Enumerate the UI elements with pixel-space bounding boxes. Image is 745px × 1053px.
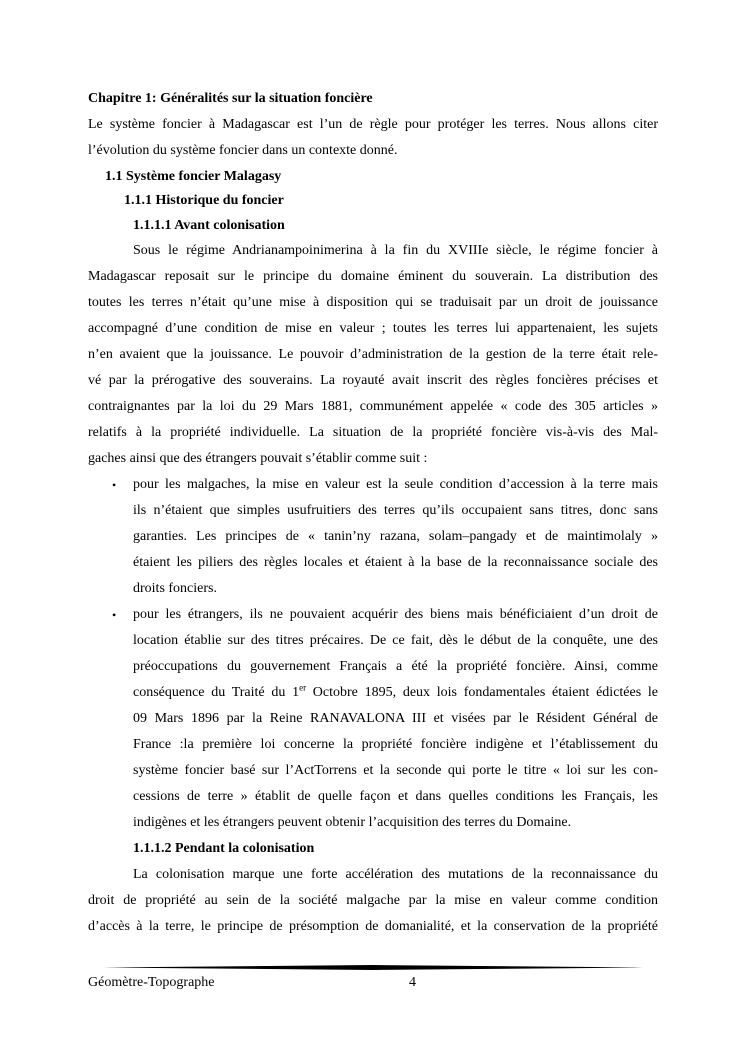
paragraph-line: Madagascar reposait sur le principe du domaine éminent du souverain. La distribution des <box>88 269 658 284</box>
footer-rule <box>103 965 643 970</box>
bullet-line: location établie sur des titres précaires. De ce fait, dès le début de la conquête, une des <box>133 633 658 648</box>
footer-left: Géomètre-Topographe <box>88 975 215 990</box>
intro-line: l’évolution du système foncier dans un contexte donné. <box>88 143 398 158</box>
bullet-line: droits fonciers. <box>133 581 217 596</box>
paragraph-line: droit de propriété au sein de la société malgache par la mise en valeur comme condition <box>88 893 658 908</box>
bullet-line: France :la première loi concerne la propriété foncière indigène et l’établissement du <box>133 737 658 752</box>
bullet-line: préoccupations du gouvernement Français a été la propriété foncière. Ainsi, comme <box>133 659 658 674</box>
chapter-title: Chapitre 1: Généralités sur la situation foncière <box>88 91 373 106</box>
subsubsection-heading: 1.1.1.2 Pendant la colonisation <box>133 841 315 856</box>
subsection-heading: 1.1.1 Historique du foncier <box>124 193 284 208</box>
paragraph-line: Sous le régime Andrianampoinimerina à la fin du XVIIIe siècle, le régime foncier à <box>133 243 658 258</box>
bullet-line: pour les malgaches, la mise en valeur est la seule condition d’accession à la terre mais <box>133 477 658 492</box>
bullet-line: cessions de terre » établit de quelle façon et dans quelles conditions les Français, les <box>133 789 658 804</box>
paragraph-line: gaches ainsi que des étrangers pouvait s’établir comme suit : <box>88 451 428 466</box>
bullet-marker: • <box>112 478 117 492</box>
bullet-line: garanties. Les principes de « tanin’ny razana, solam–pangady et de maintimolaly » <box>133 529 658 544</box>
page-number: 4 <box>409 975 416 990</box>
bullet-line: pour les étrangers, ils ne pouvaient acquérir des biens mais bénéficiaient d’un droit de <box>133 607 658 622</box>
section-heading: 1.1 Système foncier Malagasy <box>105 169 282 184</box>
subsubsection-heading: 1.1.1.1 Avant colonisation <box>133 218 285 233</box>
bullet-line: étaient les piliers des règles locales et étaient à la base de la reconnaissance sociale des <box>133 555 658 570</box>
bullet-line: conséquence du Traité du 1er Octobre 1895, deux lois fondamentales étaient édictées le <box>133 682 658 700</box>
intro-line: Le système foncier à Madagascar est l’un de règle pour protéger les terres. Nous allons citer <box>88 117 658 132</box>
bullet-marker: • <box>112 608 117 622</box>
paragraph-line: d’accès à la terre, le principe de présomption de domanialité, et la conservation de la propriété <box>88 919 658 934</box>
paragraph-line: vé par la prérogative des souverains. La royauté avait inscrit des règles foncières précises et <box>88 373 658 388</box>
paragraph-line: contraignantes par la loi du 29 Mars 1881, communément appelée « code des 305 articles » <box>88 399 658 414</box>
paragraph-line: relatifs à la propriété individuelle. La situation de la propriété foncière vis-à-vis des Mal- <box>88 425 658 440</box>
paragraph-line: accompagné d’une condition de mise en valeur ; toutes les terres lui appartenaient, les sujets <box>88 321 658 336</box>
bullet-line: 09 Mars 1896 par la Reine RANAVALONA III et visées par le Résident Général de <box>133 711 658 726</box>
paragraph-line: toutes les terres n’était qu’une mise à disposition qui se traduisait par un droit de jouissance <box>88 295 658 310</box>
bullet-line: ils n’étaient que simples usufruitiers des terres qu’ils occupaient sans titres, donc sans <box>133 503 658 518</box>
bullet-line: système foncier basé sur l’ActTorrens et la seconde qui porte le titre « loi sur les con- <box>133 763 658 778</box>
paragraph-line: n’en avaient que la jouissance. Le pouvoir d’administration de la gestion de la terre était rele- <box>88 347 658 362</box>
bullet-line: indigènes et les étrangers peuvent obtenir l’acquisition des terres du Domaine. <box>133 815 572 830</box>
paragraph-line: La colonisation marque une forte accélération des mutations de la reconnaissance du <box>133 867 658 882</box>
superscript: er <box>299 682 307 693</box>
